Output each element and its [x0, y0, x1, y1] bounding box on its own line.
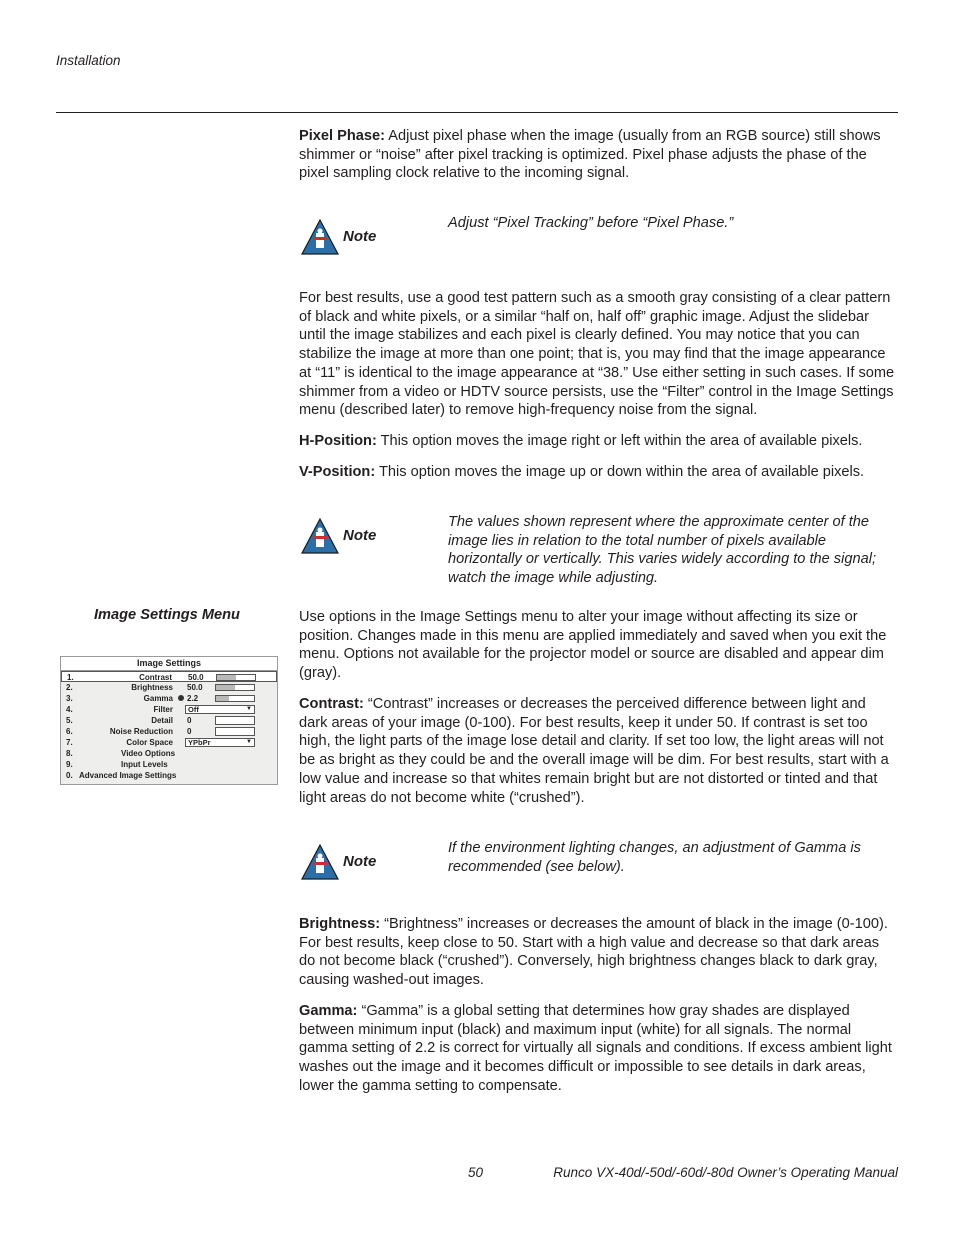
menu-slider-fill	[216, 685, 235, 690]
menu-row-number: 5.	[66, 716, 73, 725]
menu-slider[interactable]	[216, 674, 256, 681]
image-settings-intro-text: Use options in the Image Settings menu to alter your image without affecting its size or position. Changes made in this menu are applied immediately and saved when you exit the menu. Options not available for the projector model or source are disabled and appear dim (gray).	[299, 609, 887, 682]
menu-slider[interactable]	[215, 684, 255, 691]
menu-row[interactable]	[61, 737, 277, 748]
menu-row-value: 50.0	[187, 683, 203, 692]
menu-row-value: 0	[187, 727, 192, 736]
contrast-label: Contrast:	[299, 696, 364, 712]
menu-row-value: 50.0	[188, 673, 204, 682]
pixel-phase-label: Pixel Phase:	[299, 128, 385, 144]
note-label: Note	[343, 228, 377, 245]
section-heading: Image Settings Menu	[94, 607, 240, 623]
note-icon	[301, 844, 339, 885]
menu-row-label: Noise Reduction	[109, 727, 173, 736]
image-settings-menu	[60, 656, 278, 785]
note-label: Note	[343, 527, 377, 544]
h-position-paragraph	[299, 432, 897, 451]
menu-row-value: 2.2	[187, 694, 199, 703]
menu-row-value: 0	[187, 716, 192, 725]
menu-row-label: Input Levels	[121, 760, 168, 769]
h-position-text: This option moves the image right or left within the area of available pixels.	[376, 433, 863, 449]
brightness-label: Brightness:	[299, 916, 381, 932]
menu-row[interactable]	[61, 682, 277, 693]
note-label: Note	[343, 853, 377, 870]
best-results-text: For best results, use a good test pattern such as a smooth gray consisting of a clear pattern of black and white pixels, or a similar “half on, half off” graphic image. Adjust the slidebar until the image stabilizes and each pixel is clearly defined. You may notice that you can stabilize the image at more than one point; that is, you may find that the image appearance at “11” is identical to the image appearance at “38.” Use either setting in such cases. If some shimmer from a video or HDTV source persists, use the “Filter” control in the Image Settings menu (described later) to remove high-frequency noise from the signal.	[299, 290, 895, 419]
menu-slider[interactable]	[215, 695, 255, 702]
menu-slider-fill	[216, 696, 229, 701]
pixel-phase-paragraph	[299, 127, 897, 183]
menu-row-label: Video Options	[121, 749, 176, 758]
menu-row-label: Filter	[153, 705, 173, 714]
gamma-paragraph	[299, 1002, 897, 1096]
menu-row[interactable]	[61, 671, 277, 682]
menu-row-number: 3.	[66, 694, 73, 703]
manual-title: Runco VX-40d/-50d/-60d/-80d Owner’s Operating Manual	[553, 1165, 898, 1180]
menu-row-number: 0.	[66, 771, 73, 780]
best-results-paragraph	[299, 289, 897, 420]
gamma-text: “Gamma” is a global setting that determines how gray shades are displayed between minimum input (black) and maximum input (white) for all signals. The normal gamma setting of 2.2 is correct for virtually all signals and conditions. If excess ambient light washes out the image and it becomes difficult or impossible to see details in dark areas, lower the gamma setting to compensate.	[299, 1003, 892, 1094]
gamma-icon	[178, 695, 184, 701]
menu-row-number: 9.	[66, 760, 73, 769]
menu-row[interactable]	[61, 693, 277, 704]
menu-row-label: Gamma	[143, 694, 173, 703]
h-position-label: H-Position:	[299, 433, 377, 449]
note-text: If the environment lighting changes, an adjustment of Gamma is recommended (see below).	[448, 840, 861, 875]
page-number: 50	[468, 1165, 484, 1180]
menu-row[interactable]	[61, 770, 277, 781]
header-rule	[56, 112, 898, 113]
menu-row-label: Detail	[151, 716, 173, 725]
menu-row[interactable]	[61, 748, 277, 759]
v-position-text: This option moves the image up or down within the area of available pixels.	[375, 464, 865, 480]
pixel-phase-text: Adjust pixel phase when the image (usually from an RGB source) still shows shimmer or “noise” after pixel tracking is optimized. Pixel phase adjusts the phase of the pixel sampling clock relative to the incoming signal.	[299, 128, 881, 182]
v-position-label: V-Position:	[299, 464, 376, 480]
menu-dropdown[interactable]	[185, 705, 255, 714]
chevron-down-icon: ▼	[246, 706, 252, 712]
running-header: Installation	[56, 53, 121, 68]
menu-title: Image Settings	[61, 657, 277, 671]
contrast-paragraph	[299, 695, 897, 807]
brightness-paragraph	[299, 915, 897, 990]
menu-row-number: 2.	[66, 683, 73, 692]
menu-row-label: Color Space	[126, 738, 173, 747]
menu-row[interactable]	[61, 704, 277, 715]
menu-row[interactable]	[61, 726, 277, 737]
menu-row-label: Advanced Image Settings	[79, 771, 177, 780]
note-text: The values shown represent where the approximate center of the image lies in relation to the total number of pixels available horizontally or vertically. This varies widely according to the signal; watch the image while adjusting.	[448, 514, 876, 587]
image-settings-intro	[299, 608, 897, 683]
brightness-text: “Brightness” increases or decreases the amount of black in the image (0-100). For best results, keep close to 50. Start with a high value and decrease so that dark areas do not become black (“crushed”). Conversely, high brightness changes black to dark gray, causing washed-out images.	[299, 916, 888, 989]
v-position-paragraph	[299, 463, 897, 482]
menu-row-number: 7.	[66, 738, 73, 747]
menu-row-number: 6.	[66, 727, 73, 736]
menu-row-number: 8.	[66, 749, 73, 758]
menu-row[interactable]	[61, 715, 277, 726]
menu-row-label: Brightness	[131, 683, 173, 692]
menu-dropdown-value: Off	[188, 705, 199, 714]
chevron-down-icon: ▼	[246, 739, 252, 745]
note-text: Adjust “Pixel Tracking” before “Pixel Phase.”	[448, 215, 734, 231]
menu-dropdown[interactable]	[185, 738, 255, 747]
menu-slider[interactable]	[215, 727, 255, 736]
note-icon	[301, 219, 339, 260]
menu-slider-fill	[217, 675, 236, 680]
gamma-label: Gamma:	[299, 1003, 358, 1019]
menu-dropdown-value: YPbPr	[188, 738, 211, 747]
menu-row-label: Contrast	[139, 673, 172, 682]
menu-slider[interactable]	[215, 716, 255, 725]
menu-row-number: 1.	[67, 673, 74, 682]
contrast-text: “Contrast” increases or decreases the perceived difference between light and dark areas of your image (0-100). For best results, keep it under 50. If contrast is set too high, the light parts of the image lose detail and clarity. If set too low, the light areas will not be as bright as they could be and the overall image will be dim. For best results, start with a low value and increase so that whites remain bright but are not distorted or tinted and that light areas do not become white (“crushed”).	[299, 696, 889, 806]
menu-row[interactable]	[61, 759, 277, 770]
note-icon	[301, 518, 339, 559]
menu-row-number: 4.	[66, 705, 73, 714]
